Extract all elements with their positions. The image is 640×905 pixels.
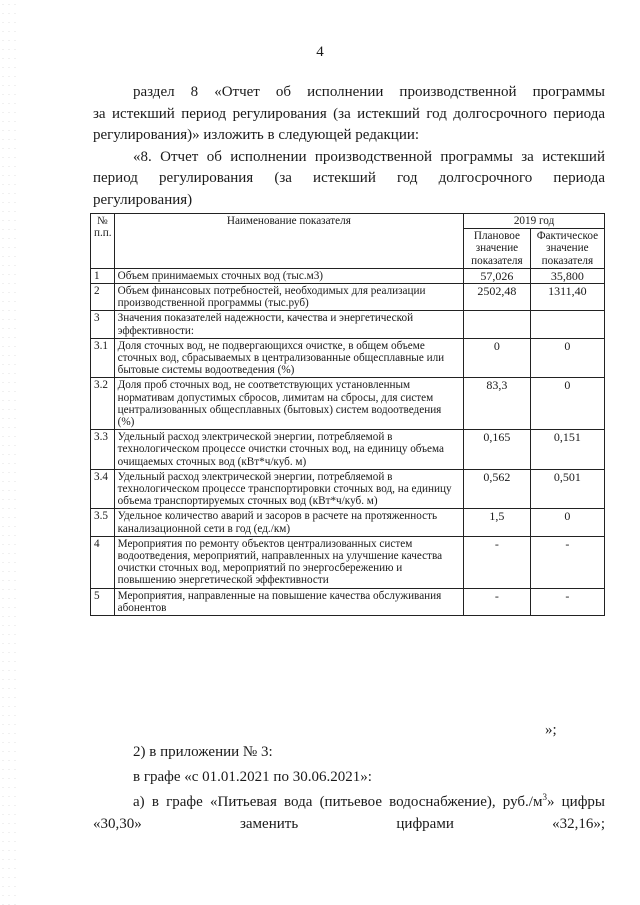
- report-table: [90, 213, 605, 616]
- tail-paragraph-3: [93, 791, 605, 835]
- row-actual-value: 0: [530, 378, 604, 430]
- row-planned-value: 0,165: [464, 430, 531, 470]
- row-planned-value: 0,562: [464, 469, 531, 509]
- row-actual-value: 0: [530, 509, 604, 536]
- intro-line-2: за истекший период регулирования (за истекший год долгосрочного периода: [93, 105, 605, 122]
- table-body: [91, 268, 605, 615]
- row-number: 3.1: [91, 338, 115, 378]
- header-actual: Фактическое значение показателя: [530, 229, 604, 269]
- table-row: [91, 338, 605, 378]
- row-actual-value: 0,151: [530, 430, 604, 470]
- table-row: [91, 509, 605, 536]
- table-row: [91, 268, 605, 283]
- row-planned-value: -: [464, 588, 531, 615]
- table-row: [91, 469, 605, 509]
- row-name: Удельный расход электрической энергии, потребляемой в технологическом процессе очистки сточных вод, на единицу объема очищаемых сточных вод (кВт*ч/куб. м): [114, 430, 463, 470]
- table-row: [91, 284, 605, 311]
- table-row: [91, 378, 605, 430]
- row-planned-value: 83,3: [464, 378, 531, 430]
- row-planned-value: [464, 311, 531, 338]
- row-actual-value: 1311,40: [530, 284, 604, 311]
- tail-p3-superscript: 3: [542, 792, 547, 802]
- intro-text: [93, 82, 605, 211]
- row-planned-value: 1,5: [464, 509, 531, 536]
- row-number: 3.5: [91, 509, 115, 536]
- tail-text: [93, 741, 605, 838]
- table-row: [91, 311, 605, 338]
- tail-paragraph-2: в графе «с 01.01.2021 по 30.06.2021»:: [133, 769, 372, 785]
- row-number: 1: [91, 268, 115, 283]
- row-number: 2: [91, 284, 115, 311]
- row-name: Объем принимаемых сточных вод (тыс.м3): [114, 268, 463, 283]
- header-num: № п.п.: [91, 214, 115, 269]
- tail-p3-text-b: » цифры «30,30» заменить цифрами «32,16»;: [93, 794, 605, 832]
- row-number: 5: [91, 588, 115, 615]
- row-number: 4: [91, 536, 115, 588]
- page-number: 4: [316, 44, 324, 60]
- row-actual-value: -: [530, 536, 604, 588]
- table-row: [91, 536, 605, 588]
- tail-paragraph-1: 2) в приложении № 3:: [133, 744, 273, 760]
- row-name: Удельный расход электрической энергии, потребляемой в технологическом процессе транспортировки сточных вод, на единицу объема транспортируемых сточных вод (кВт*ч/куб. м): [114, 469, 463, 509]
- header-year: 2019 год: [464, 214, 605, 229]
- row-name: Удельное количество аварий и засоров в расчете на протяженность канализационной сети в год (ед./км): [114, 509, 463, 536]
- header-name: Наименование показателя: [114, 214, 463, 269]
- row-planned-value: 0: [464, 338, 531, 378]
- intro-line-6: регулирования): [93, 191, 193, 208]
- row-planned-value: -: [464, 536, 531, 588]
- header-planned: Плановое значение показателя: [464, 229, 531, 269]
- intro-line-5: период регулирования (за истекший год долгосрочного периода: [93, 170, 605, 186]
- row-name: Мероприятия, направленные на повышение качества обслуживания абонентов: [114, 588, 463, 615]
- row-number: 3.4: [91, 469, 115, 509]
- row-actual-value: [530, 311, 604, 338]
- row-name: Мероприятия по ремонту объектов централизованных систем водоотведения, мероприятий, направленных на улучшение качества очистки сточных вод, мероприятий по энергосбережению и повышению энергетической эффективности: [114, 536, 463, 588]
- intro-line-4: «8. Отчет об исполнении производственной программы за истекший: [133, 148, 605, 165]
- row-planned-value: 2502,48: [464, 284, 531, 311]
- intro-line-1: раздел 8 «Отчет об исполнении производственной программы: [133, 84, 605, 100]
- row-name: Объем финансовых потребностей, необходимых для реализации производственной программы (тыс.руб): [114, 284, 463, 311]
- row-actual-value: -: [530, 588, 604, 615]
- table-row: [91, 588, 605, 615]
- scan-margin-noise: [0, 0, 20, 905]
- row-number: 3: [91, 311, 115, 338]
- table-row: [91, 430, 605, 470]
- row-name: Доля проб сточных вод, не соответствующих установленным нормативам допустимых сбросов, лимитам на сбросы, для систем централизованных общесплавных (бытовых) систем водоотведения (%): [114, 378, 463, 430]
- row-actual-value: 0: [530, 338, 604, 378]
- intro-line-3: регулирования)» изложить в следующей редакции:: [93, 127, 420, 143]
- closing-quote: »;: [545, 722, 557, 738]
- row-name: Доля сточных вод, не подвергающихся очистке, в общем объеме сточных вод, сбрасываемых в централизованные общесплавные или бытовые системы водоотведения (%): [114, 338, 463, 378]
- tail-p3-text-a: а) в графе «Питьевая вода (питьевое водоснабжение), руб./м: [133, 794, 543, 810]
- row-actual-value: 0,501: [530, 469, 604, 509]
- row-planned-value: 57,026: [464, 268, 531, 283]
- row-name: Значения показателей надежности, качества и энергетической эффективности:: [114, 311, 463, 338]
- row-number: 3.3: [91, 430, 115, 470]
- row-number: 3.2: [91, 378, 115, 430]
- row-actual-value: 35,800: [530, 268, 604, 283]
